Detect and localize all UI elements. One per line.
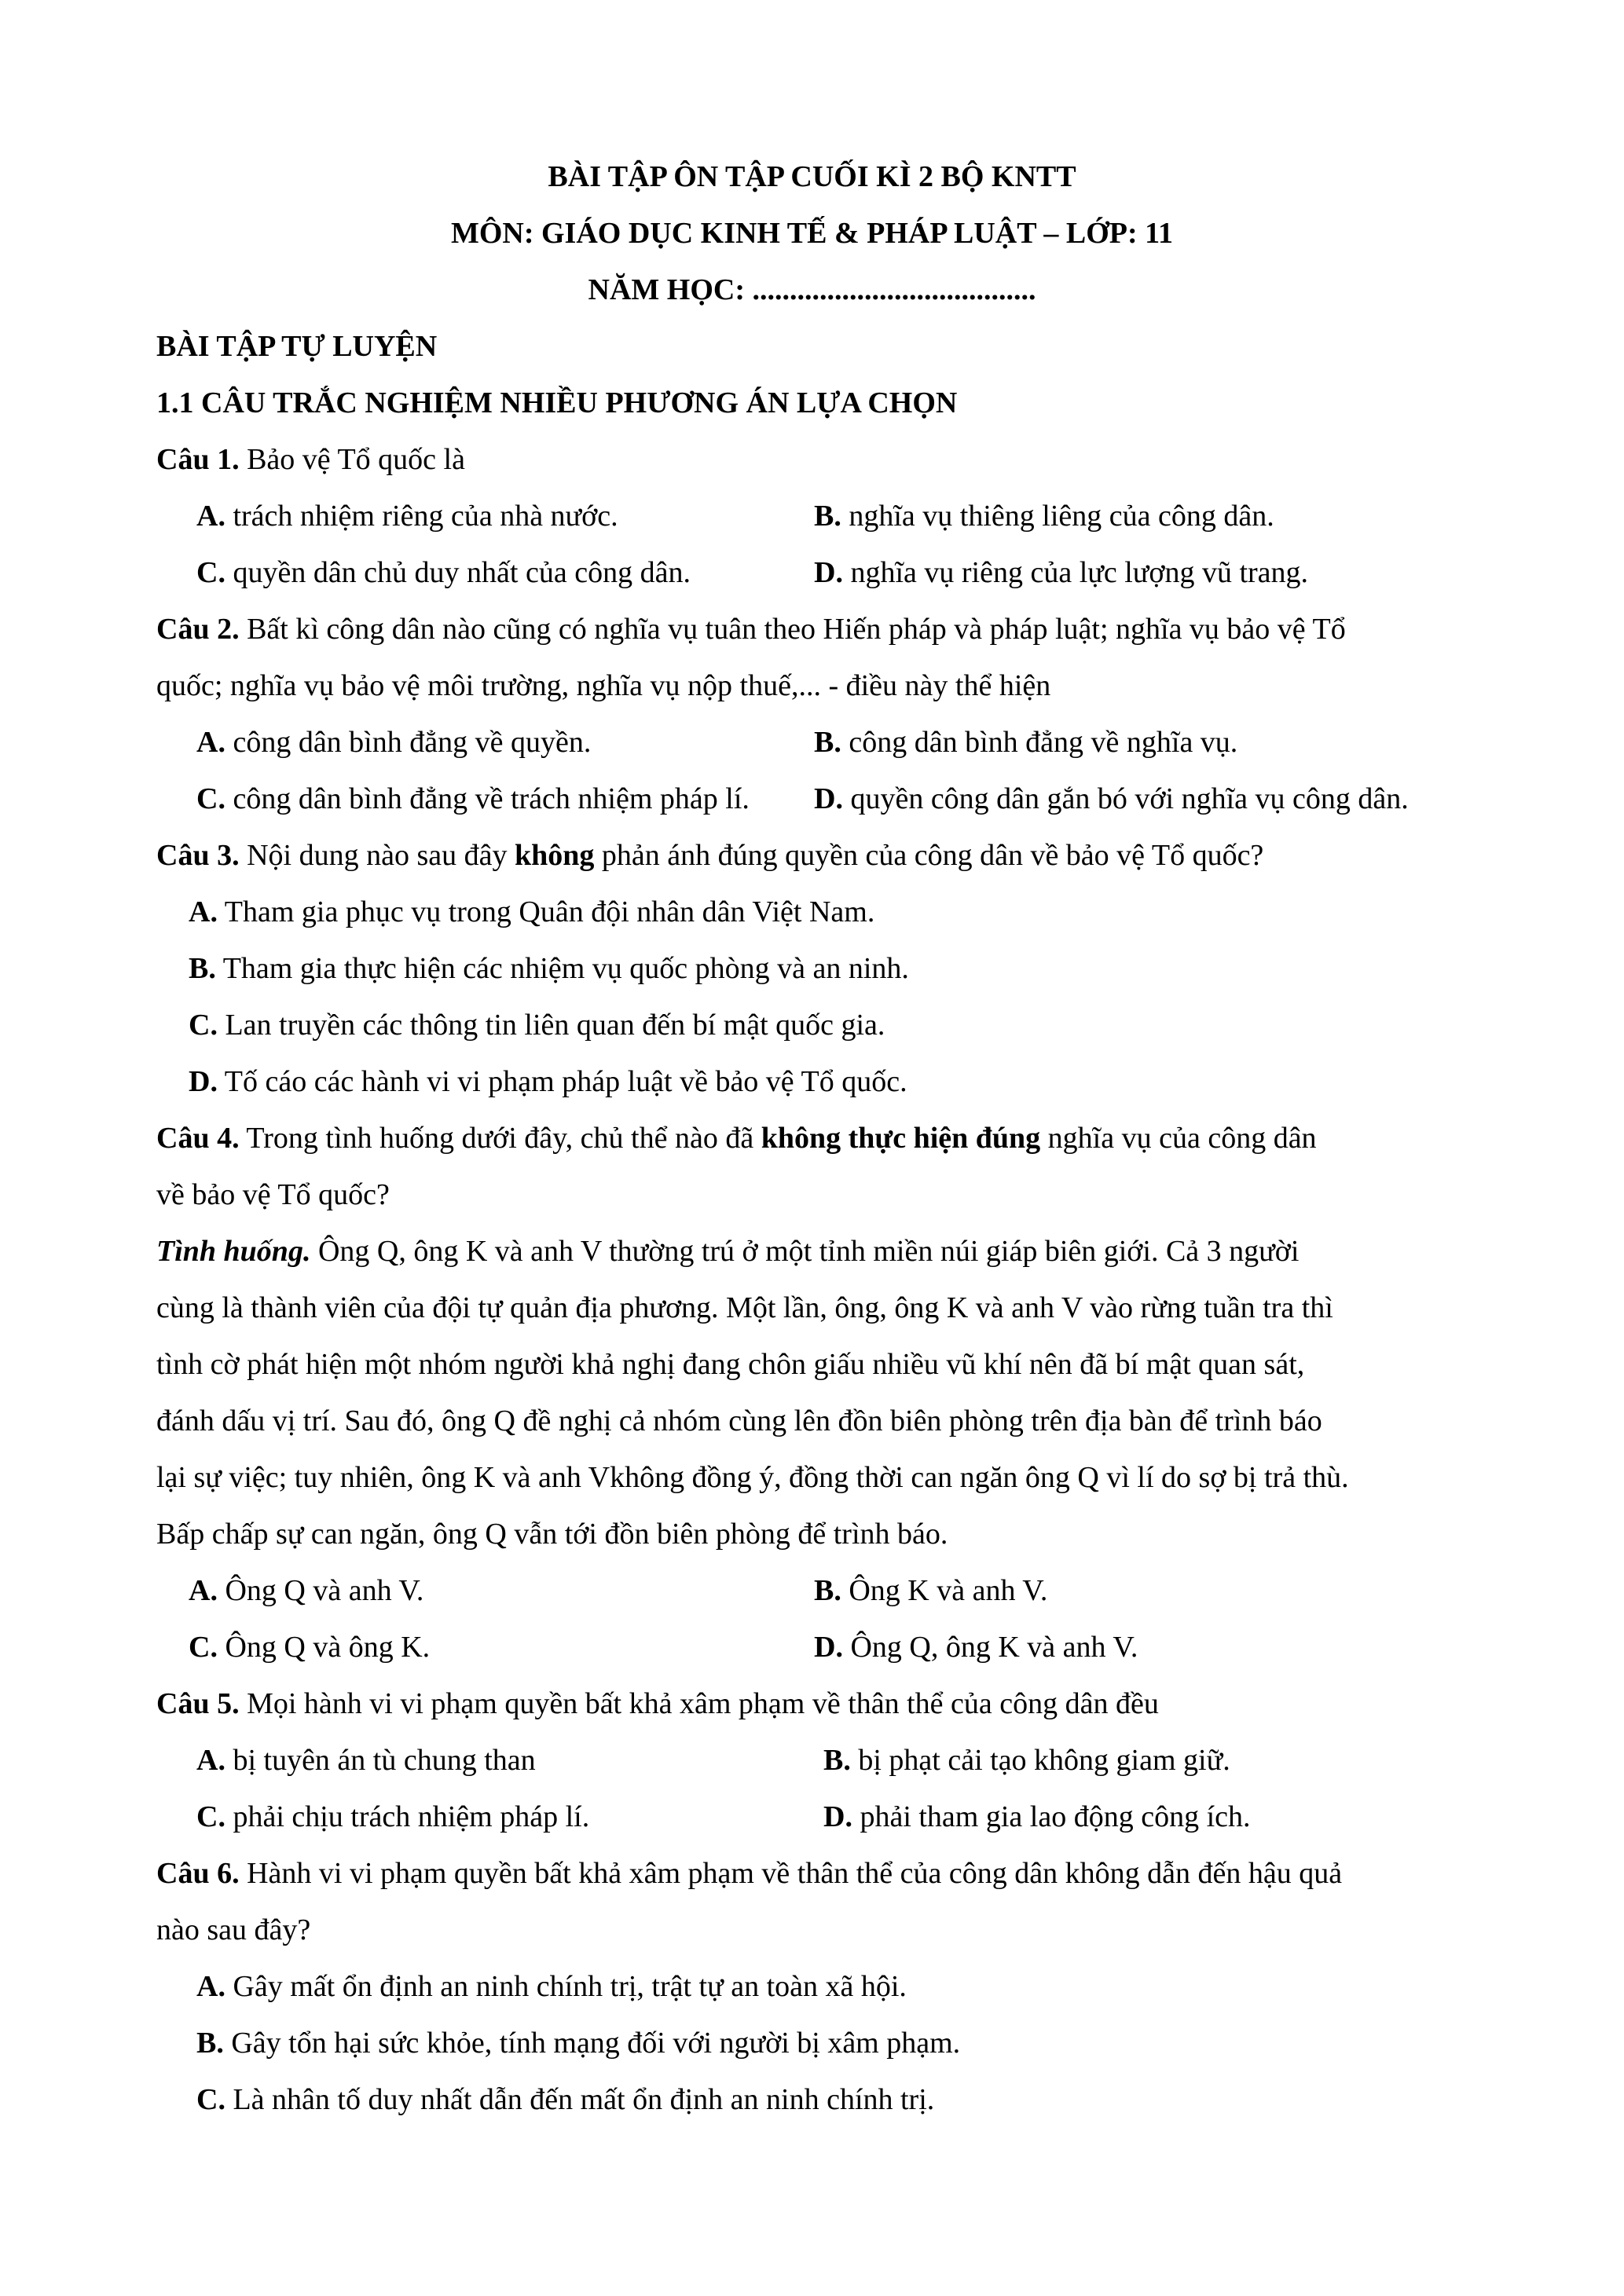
- question-6: Câu 6. Hành vi vi phạm quyền bất khả xâm phạm về thân thể của công dân không dẫn đến hậu quả: [156, 1857, 1343, 1890]
- q5-answer-c: C. phải chịu trách nhiệm pháp lí.: [196, 1800, 590, 1833]
- question-6-line-2: nào sau đây?: [156, 1913, 311, 1946]
- q3-answer-d: D. Tố cáo các hành vi vi phạm pháp luật về bảo vệ Tổ quốc.: [189, 1065, 907, 1098]
- q1-answer-d: [814, 558, 1308, 588]
- question-5: Câu 5. Mọi hành vi vi phạm quyền bất khả xâm phạm về thân thể của công dân đều: [156, 1687, 1159, 1720]
- q2-answer-b: B. công dân bình đẳng về nghĩa vụ.: [814, 726, 1238, 759]
- situation-line-5: lại sự việc; tuy nhiên, ông K và anh Vkhông đồng ý, đồng thời can ngăn ông Q vì lí do sợ bị trả thù.: [156, 1461, 1349, 1494]
- situation-line-3: tình cờ phát hiện một nhóm người khả nghị đang chôn giấu nhiều vũ khí nên đã bí mật quan sát,: [156, 1348, 1305, 1381]
- answer-text: nghĩa vụ riêng của lực lượng vũ trang.: [850, 556, 1309, 589]
- q2-answer-a: A. công dân bình đẳng về quyền.: [196, 726, 592, 759]
- question-number: Câu 1.: [156, 443, 240, 476]
- q5-answer-d: D. phải tham gia lao động công ích.: [823, 1800, 1251, 1833]
- section-subtitle: 1.1 CÂU TRẮC NGHIỆM NHIỀU PHƯƠNG ÁN LỰA CHỌN: [156, 386, 958, 419]
- question-4-line-2: về bảo vệ Tổ quốc?: [156, 1178, 390, 1211]
- doc-subject: MÔN: GIÁO DỤC KINH TẾ & PHÁP LUẬT – LỚP: 11: [450, 217, 1174, 250]
- q4-answer-b: B. Ông K và anh V.: [814, 1574, 1048, 1607]
- q4-answer-c: C. Ông Q và ông K.: [189, 1631, 431, 1664]
- q5-answer-a: A. bị tuyên án tù chung than: [196, 1744, 536, 1777]
- answer-label: D.: [814, 556, 843, 589]
- q3-answer-a: A. Tham gia phục vụ trong Quân đội nhân dân Việt Nam.: [189, 895, 875, 928]
- question-text: Bảo vệ Tổ quốc là: [239, 443, 465, 476]
- answer-label: B.: [814, 500, 841, 533]
- q6-answer-b: B. Gây tổn hại sức khỏe, tính mạng đối với người bị xâm phạm.: [196, 2027, 961, 2060]
- answer-text: nghĩa vụ thiêng liêng của công dân.: [849, 500, 1274, 533]
- answer-label: C.: [196, 556, 225, 589]
- q2-answer-c: C. công dân bình đẳng về trách nhiệm pháp lí.: [196, 782, 750, 815]
- doc-title: BÀI TẬP ÔN TẬP CUỐI KÌ 2 BỘ KNTT: [548, 160, 1076, 193]
- q6-answer-a: A. Gây mất ổn định an ninh chính trị, trật tự an toàn xã hội.: [196, 1970, 907, 2003]
- question-1: [156, 445, 465, 474]
- situation-line-6: Bấp chấp sự can ngăn, ông Q vẫn tới đồn biên phòng để trình báo.: [156, 1518, 948, 1551]
- question-2-line-2: quốc; nghĩa vụ bảo vệ môi trường, nghĩa vụ nộp thuế,... - điều này thể hiện: [156, 669, 1051, 702]
- situation-line-4: đánh dấu vị trí. Sau đó, ông Q đề nghị cả nhóm cùng lên đồn biên phòng trên địa bàn để trình báo: [156, 1404, 1322, 1437]
- q1-answer-c: [196, 558, 691, 588]
- q1-answer-b: [814, 501, 1274, 531]
- answer-text: trách nhiệm riêng của nhà nước.: [233, 500, 618, 533]
- q4-answer-a: A. Ông Q và anh V.: [189, 1574, 424, 1607]
- question-3: Câu 3. Nội dung nào sau đây không phản ánh đúng quyền của công dân về bảo vệ Tổ quốc?: [156, 839, 1264, 872]
- q3-answer-b: B. Tham gia thực hiện các nhiệm vụ quốc phòng và an ninh.: [189, 952, 909, 985]
- answer-text: quyền dân chủ duy nhất của công dân.: [233, 556, 691, 589]
- question-2: [156, 614, 1346, 644]
- section-title: BÀI TẬP TỰ LUYỆN: [156, 330, 438, 363]
- q1-answer-a: [196, 501, 618, 531]
- q5-answer-b: B. bị phạt cải tạo không giam giữ.: [823, 1744, 1230, 1777]
- question-text: Bất kì công dân nào cũng có nghĩa vụ tuân theo Hiến pháp và pháp luật; nghĩa vụ bảo vệ Tổ: [239, 613, 1346, 646]
- q6-answer-c: C. Là nhân tố duy nhất dẫn đến mất ổn định an ninh chính trị.: [196, 2083, 935, 2116]
- q4-answer-d: D. Ông Q, ông K và anh V.: [814, 1631, 1138, 1664]
- question-number: Câu 2.: [156, 613, 240, 646]
- answer-label: A.: [196, 500, 225, 533]
- q2-answer-d: D. quyền công dân gắn bó với nghĩa vụ công dân.: [814, 782, 1409, 815]
- situation-label: Tình huống.: [156, 1235, 311, 1268]
- situation-line-1: Tình huống. Ông Q, ông K và anh V thường trú ở một tỉnh miền núi giáp biên giới. Cả 3 người: [156, 1235, 1300, 1268]
- doc-year: NĂM HỌC: ......................................: [588, 273, 1036, 306]
- question-4: Câu 4. Trong tình huống dưới đây, chủ thể nào đã không thực hiện đúng nghĩa vụ của công dân: [156, 1122, 1317, 1155]
- q3-answer-c: C. Lan truyền các thông tin liên quan đến bí mật quốc gia.: [189, 1009, 885, 1042]
- situation-line-2: cùng là thành viên của đội tự quản địa phương. Một lần, ông, ông K và anh V vào rừng tuần tra thì: [156, 1291, 1333, 1324]
